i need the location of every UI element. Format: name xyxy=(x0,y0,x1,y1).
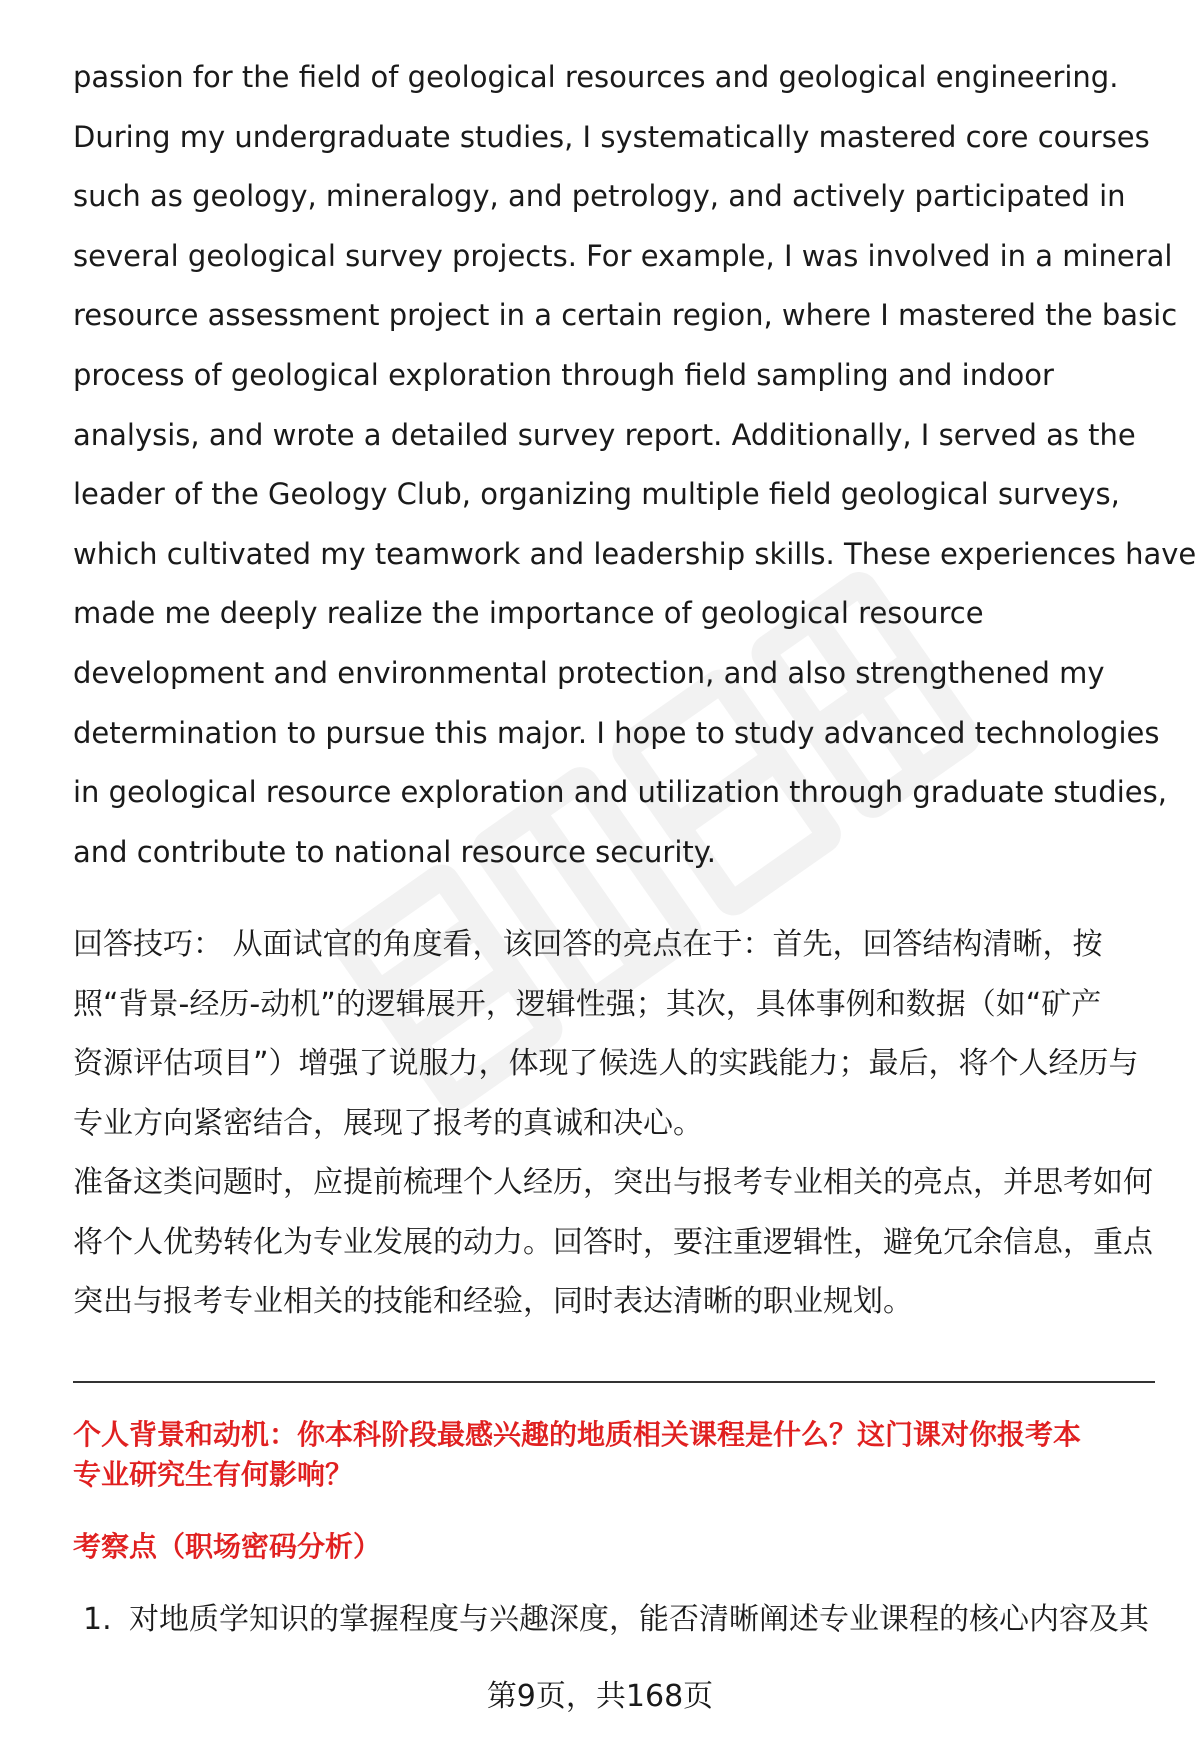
answer-line: such as geology, mineralogy, and petrology, and actively participated in xyxy=(73,179,1126,214)
answer-line: resource assessment project in a certain region, where I mastered the basic xyxy=(73,298,1178,333)
list-number: 1. xyxy=(83,1602,112,1637)
section-title: 考察点（职场密码分析） xyxy=(73,1530,382,1563)
answer-line: in geological resource exploration and utilization through graduate studies, xyxy=(73,775,1167,810)
answer-line: and contribute to national resource security. xyxy=(73,834,717,869)
answer-paragraph xyxy=(73,48,1197,882)
section-divider xyxy=(73,1381,1155,1383)
answer-line: several geological survey projects. For example, I was involved in a mineral xyxy=(73,238,1173,273)
answer-line: determination to pursue this major. I hope to study advanced technologies xyxy=(73,715,1160,750)
page-footer: 第9页，共168页 xyxy=(486,1679,714,1714)
question-line: 个人背景和动机：你本科阶段最感兴趣的地质相关课程是什么？这门课对你报考本 xyxy=(73,1418,1082,1451)
answer-line: During my undergraduate studies, I systematically mastered core courses xyxy=(73,119,1150,154)
answer-line: analysis, and wrote a detailed survey report. Additionally, I served as the xyxy=(73,417,1136,452)
question-line: 专业研究生有何影响？ xyxy=(73,1458,354,1491)
answer-line: passion for the field of geological resources and geological engineering. xyxy=(73,60,1119,94)
list-item xyxy=(83,1598,1163,1642)
answer-tips xyxy=(73,915,1163,1332)
question-title xyxy=(73,1415,1163,1495)
answer-line: process of geological exploration through field sampling and indoor xyxy=(73,357,1054,392)
answer-line: development and environmental protection, and also strengthened my xyxy=(73,655,1105,690)
tips-line: 准备这类问题时，应提前梳理个人经历，突出与报考专业相关的亮点，并思考如何 xyxy=(73,1165,1153,1200)
tips-line: 回答技巧： 从面试官的角度看，该回答的亮点在于：首先，回答结构清晰，按 xyxy=(73,927,1103,962)
tips-line: 突出与报考专业相关的技能和经验，同时表达清晰的职业规划。 xyxy=(73,1284,913,1319)
answer-line: leader of the Geology Club, organizing multiple field geological surveys, xyxy=(73,477,1120,512)
answer-line: made me deeply realize the importance of geological resource xyxy=(73,596,984,631)
tips-line: 照“背景-经历-动机”的逻辑展开，逻辑性强；其次，具体事例和数据（如“矿产 xyxy=(73,986,1102,1022)
answer-line: which cultivated my teamwork and leadership skills. These experiences have xyxy=(73,536,1197,571)
list-text: 对地质学知识的掌握程度与兴趣深度，能否清晰阐述专业课程的核心内容及其 xyxy=(129,1602,1149,1637)
tips-line: 将个人优势转化为专业发展的动力。回答时，要注重逻辑性，避免冗余信息，重点 xyxy=(73,1224,1153,1260)
tips-line: 资源评估项目”）增强了说服力，体现了候选人的实践能力；最后，将个人经历与 xyxy=(73,1046,1139,1081)
tips-line: 专业方向紧密结合，展现了报考的真诚和决心。 xyxy=(73,1105,703,1141)
